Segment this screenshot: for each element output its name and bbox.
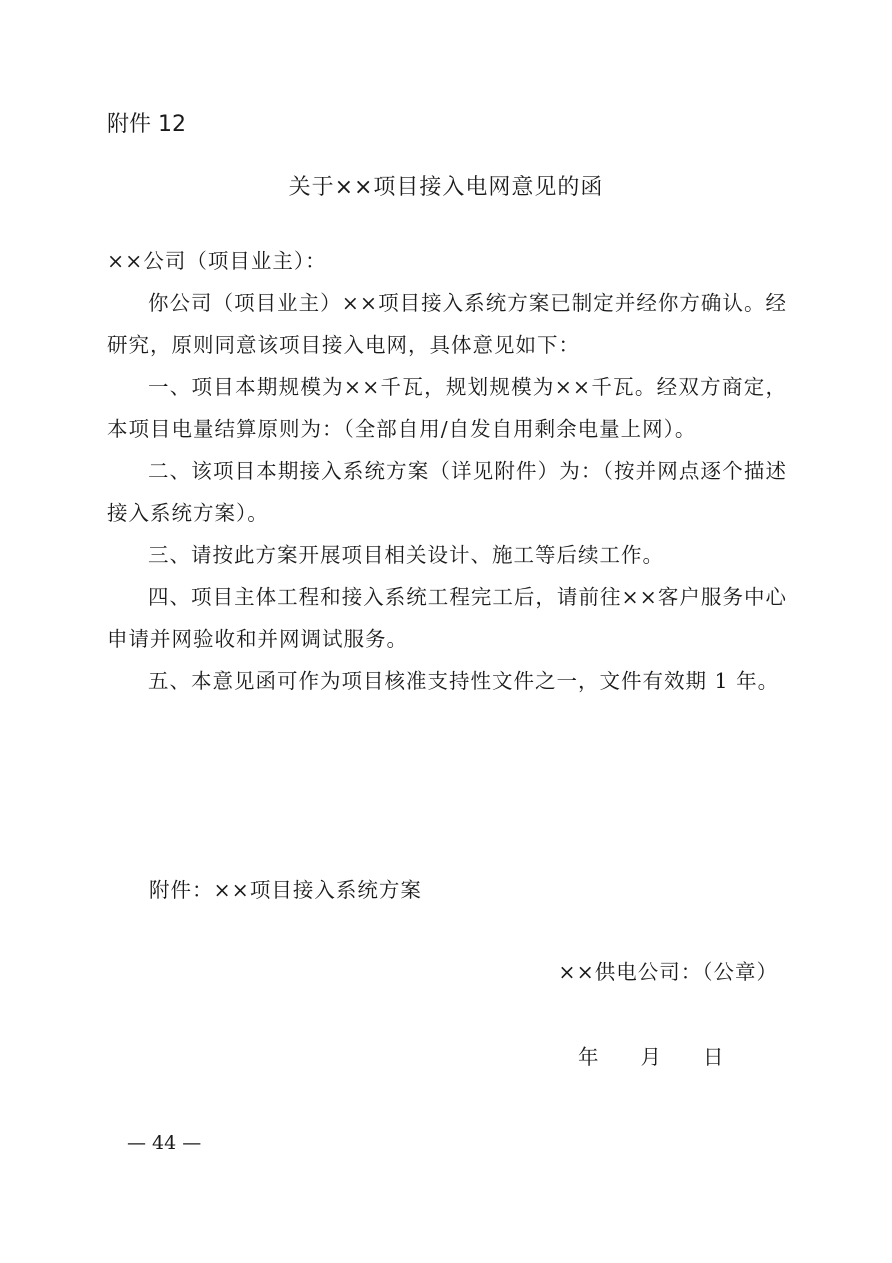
document-title: 关于××项目接入电网意见的函 (288, 175, 604, 200)
signature-line: ××供电公司：（公章） (558, 960, 778, 984)
letter-body (107, 240, 787, 702)
attachment-note: 附件：××项目接入系统方案 (149, 878, 422, 902)
paragraph-intro: 你公司（项目业主）××项目接入系统方案已制定并经你方确认。经研究，原则同意该项目接入电网，具体意见如下： (107, 291, 787, 357)
attachment-label: 附件 12 (107, 112, 186, 137)
date-year: 年 (578, 1045, 599, 1069)
paragraph-item-2: 二、该项目本期接入系统方案（详见附件）为：（按并网点逐个描述接入系统方案）。 (107, 459, 787, 525)
date-line (578, 1037, 724, 1077)
paragraph-item-4: 四、项目主体工程和接入系统工程完工后，请前往××客户服务中心申请并网验收和并网调试服务。 (107, 585, 787, 651)
date-day: 日 (703, 1045, 724, 1069)
page-number: — 44 — (127, 1132, 202, 1154)
date-month: 月 (640, 1045, 661, 1069)
paragraph-item-3: 三、请按此方案开展项目相关设计、施工等后续工作。 (148, 543, 664, 567)
paragraph-item-1: 一、项目本期规模为××千瓦，规划规模为××千瓦。经双方商定，本项目电量结算原则为：（全部自用/自发自用剩余电量上网）。 (107, 375, 787, 441)
salutation: ××公司（项目业主）： (107, 249, 327, 273)
paragraph-item-5: 五、本意见函可作为项目核准支持性文件之一，文件有效期 1 年。 (148, 669, 780, 693)
